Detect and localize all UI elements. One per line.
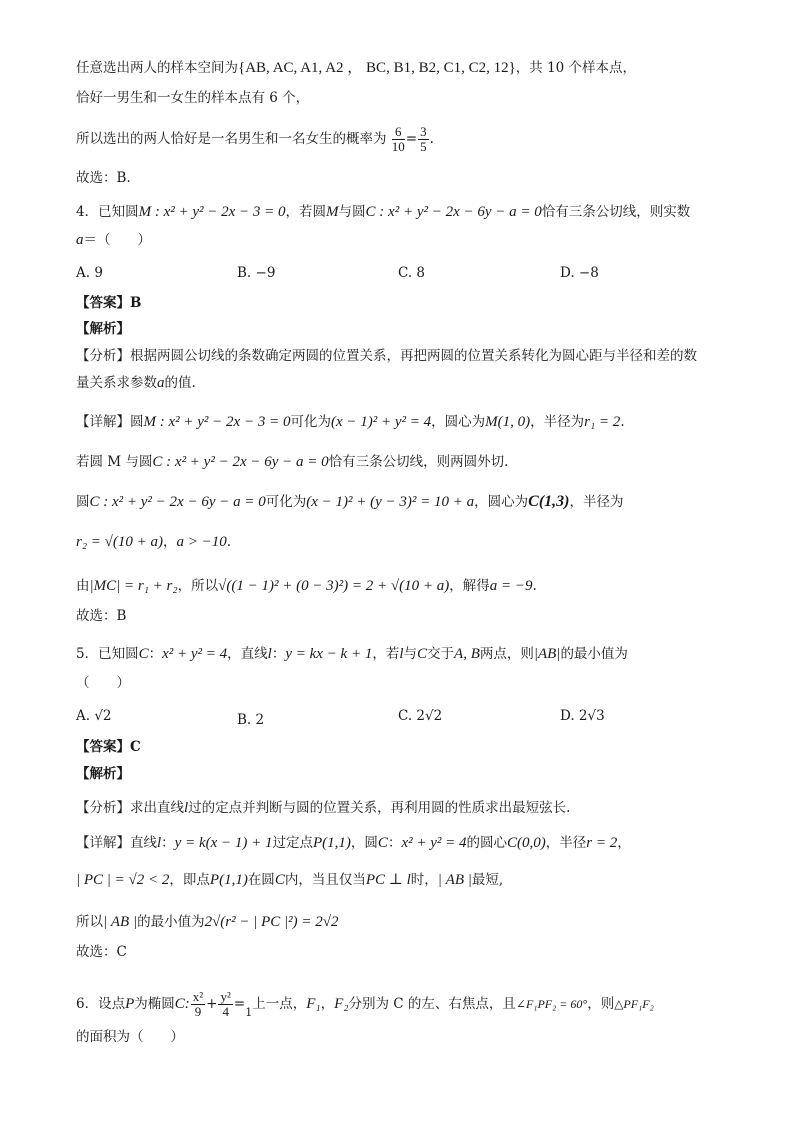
math-expression: 2√(r² − | PC |²) = 2√2	[204, 914, 339, 930]
text: 任意选出两人的样本空间为	[76, 60, 238, 76]
text: .	[429, 131, 434, 147]
text: 【详解】直线	[76, 835, 157, 851]
text: 两点，则	[479, 646, 534, 662]
math-expression: C:	[174, 996, 190, 1012]
denominator: 9	[194, 1004, 202, 1019]
text: ，直线	[227, 646, 268, 662]
denominator: 4	[222, 1004, 229, 1019]
text: 若圆 M 与圆	[76, 454, 153, 470]
text: ，则	[587, 996, 615, 1012]
text: ，所以	[177, 578, 219, 594]
math-expression: C : x² + y² − 2x − 6y − a = 0	[152, 454, 329, 470]
text: 的圆心	[466, 835, 507, 851]
math-expression: r₂ = √(10 + a)	[76, 534, 164, 550]
numerator: y²	[220, 989, 231, 1004]
text: ，圆	[350, 835, 378, 851]
text-line	[76, 230, 765, 250]
text: 【详解】圆	[76, 414, 144, 430]
text: ：	[387, 835, 402, 851]
text-line	[76, 168, 765, 188]
text: ，	[320, 996, 335, 1012]
text: ，若	[372, 646, 400, 662]
math-expression: l	[267, 646, 272, 662]
math-expression: ∠F₁PF₂ = 60°	[515, 997, 588, 1011]
math-expression: {AB, AC, A1, A2 ， BC, B1, B2, C1, C2, 12}	[238, 60, 516, 76]
text: .	[226, 534, 232, 550]
math-expression: C	[138, 646, 149, 662]
math-expression: r₁ = 2	[584, 414, 621, 430]
text-line	[76, 798, 765, 818]
analysis-label: 【解析】	[76, 766, 130, 782]
math-expression: C : x² + y² − 2x − 6y − a = 0	[89, 494, 266, 510]
text: 所以选出的两人恰好是一名男生和一名女生的概率为	[76, 131, 387, 147]
text-line	[76, 870, 765, 890]
text-line	[76, 833, 765, 853]
math-expression: △PF₁F₂	[614, 997, 654, 1011]
text: 与圆	[338, 204, 366, 220]
equals-sign: =	[233, 996, 246, 1012]
answer-label: 【答案】C	[76, 739, 141, 755]
math-expression: C(0,0)	[507, 835, 546, 851]
text: 过的定点并判断与圆的位置关系，再利用圆的性质求出最短弦长.	[188, 800, 571, 816]
text: 为椭圆	[134, 996, 175, 1012]
math-expression: M : x² + y² − 2x − 3 = 0	[143, 414, 291, 430]
question-4	[76, 202, 765, 222]
math-expression: r = 2	[586, 835, 618, 851]
math-expression: x² + y² = 4	[401, 835, 467, 851]
text: ，半径为	[569, 494, 624, 510]
math-expression: M(1, 0)	[485, 414, 531, 430]
math-expression: M	[326, 204, 339, 220]
text: 的面积为（ ）	[76, 1029, 184, 1045]
math-expression: (x − 1)² + (y − 3)² = 10 + a	[306, 494, 475, 510]
math-expression: C(1,3)	[528, 493, 570, 510]
text: 在圆	[247, 872, 275, 888]
text: 所以	[76, 914, 103, 930]
text: 故选：B.	[76, 170, 131, 186]
math-expression: (x − 1)² + y² = 4	[330, 414, 432, 430]
text: 量关系求参数	[76, 375, 157, 391]
text: 【分析】求出直线	[76, 800, 184, 816]
math-expression: P	[125, 996, 135, 1012]
text: ：	[271, 646, 286, 662]
math-expression: A, B	[454, 646, 480, 662]
option-a: A. √2	[76, 708, 112, 724]
option-c: C. 8	[398, 265, 426, 281]
math-expression: PC ⊥ l	[365, 872, 411, 888]
denominator: 10	[391, 139, 405, 154]
text: 故选：C	[76, 944, 127, 960]
math-expression: M : x² + y² − 2x − 3 = 0	[138, 204, 286, 220]
numerator: x²	[192, 989, 204, 1004]
text-line	[76, 912, 765, 932]
math-expression: | PC | = √2 < 2	[76, 872, 170, 888]
text: 【分析】根据两圆公切线的条数确定两圆的位置关系，再把两圆的位置关系转化为圆心距与半径和差的数	[76, 348, 697, 364]
text: 分别为 C 的左、右焦点，且	[348, 996, 516, 1012]
text-line	[76, 942, 765, 962]
text-line	[76, 492, 765, 512]
text: 的最小值为	[137, 914, 205, 930]
text: 最短,	[471, 872, 504, 888]
text: 时，	[410, 872, 438, 888]
fraction	[418, 125, 429, 154]
text: ＝（ ）	[83, 232, 151, 248]
text: ，半径	[545, 835, 587, 851]
text: 圆	[76, 494, 90, 510]
option-b: B. 2	[237, 712, 265, 728]
text-line	[76, 1027, 765, 1047]
answer-label: 【答案】B	[76, 295, 142, 311]
text: ，共 10 个样本点，	[515, 60, 637, 76]
text: ，	[163, 534, 177, 550]
text-line	[76, 58, 765, 78]
text: 与	[403, 646, 418, 662]
math-expression: l	[399, 646, 404, 662]
option-a: A. 9	[76, 265, 103, 281]
math-expression: y = kx − k + 1	[285, 646, 373, 662]
math-expression: C	[417, 646, 428, 662]
question-5	[76, 644, 765, 664]
text-line	[76, 373, 765, 393]
math-expression: a > −10	[176, 534, 227, 550]
math-expression: C	[377, 835, 388, 851]
math-expression: a = −9	[489, 578, 533, 594]
text-line	[76, 412, 765, 432]
text: 恰有三条公切线，则两圆外切.	[328, 454, 509, 470]
math-expression: | AB |	[103, 914, 138, 930]
text: .	[620, 414, 625, 430]
math-expression: P(1,1)	[209, 872, 248, 888]
text: 的最小值为	[560, 646, 628, 662]
text-line	[76, 452, 765, 472]
text: 1	[245, 1006, 253, 1019]
text: 内，当且仅当	[284, 872, 366, 888]
math-expression: a	[76, 232, 84, 248]
text-line	[76, 346, 765, 366]
analysis-label: 【解析】	[76, 321, 130, 337]
text: 5．已知圆	[76, 646, 139, 662]
text: 故选：B	[76, 608, 127, 624]
text: （ ）	[76, 675, 130, 691]
text: 由	[76, 578, 90, 594]
math-expression: y = k(x − 1) + 1	[174, 835, 273, 851]
text-line	[76, 122, 765, 156]
text: ，圆心为	[431, 414, 486, 430]
fraction	[191, 990, 205, 1019]
math-expression: | AB |	[437, 872, 472, 888]
text: ，半径为	[530, 414, 585, 430]
math-expression: C : x² + y² − 2x − 6y − a = 0	[365, 204, 542, 220]
numerator: 3	[420, 124, 427, 139]
text: ：	[148, 646, 163, 662]
text: ，	[617, 835, 631, 851]
text: 上一点，	[252, 996, 307, 1012]
text: 的值.	[164, 375, 196, 391]
text: 过定点	[272, 835, 314, 851]
text: 可化为	[290, 414, 331, 430]
text: ，若圆	[285, 204, 327, 220]
option-c: C. 2√2	[398, 708, 443, 724]
text: 6．设点	[76, 996, 126, 1012]
equals-sign: =	[405, 131, 418, 147]
math-expression: √((1 − 1)² + (0 − 3)²) = 2 + √(10 + a)	[218, 578, 450, 594]
math-expression: P(1,1)	[313, 835, 351, 851]
option-d: D. −8	[560, 265, 599, 281]
text: ，圆心为	[474, 494, 529, 510]
text-line	[76, 606, 765, 626]
text-line	[76, 576, 765, 596]
option-b: B. −9	[237, 265, 276, 281]
denominator: 5	[420, 139, 427, 154]
text: ：	[161, 835, 175, 851]
text: 交于	[427, 646, 455, 662]
fraction	[392, 125, 405, 154]
text: 恰好一男生和一女生的样本点有 6 个，	[76, 90, 310, 106]
math-expression: l	[184, 800, 189, 816]
question-6	[76, 986, 765, 1031]
text-line	[76, 88, 765, 108]
option-d: D. 2√3	[560, 708, 605, 724]
text: 恰有三条公切线，则实数	[541, 204, 691, 220]
math-expression: |MC| = r₁ + r₂	[89, 578, 178, 594]
math-expression: F₂	[334, 996, 349, 1012]
text: ，解得	[449, 578, 490, 594]
math-expression: a	[157, 375, 165, 391]
text: 4．已知圆	[76, 204, 139, 220]
text: ，即点	[169, 872, 210, 888]
numerator: 6	[392, 125, 405, 140]
plus-sign: +	[206, 996, 218, 1012]
text-line	[76, 532, 765, 552]
text: 可化为	[265, 494, 307, 510]
fraction	[218, 990, 232, 1019]
math-expression: x² + y² = 4	[162, 646, 228, 662]
math-expression: C	[274, 872, 285, 888]
math-expression: |AB|	[533, 646, 561, 662]
text-line	[76, 673, 765, 693]
text: .	[532, 578, 537, 594]
math-expression: F₁	[306, 996, 321, 1012]
math-expression: l	[157, 835, 162, 851]
